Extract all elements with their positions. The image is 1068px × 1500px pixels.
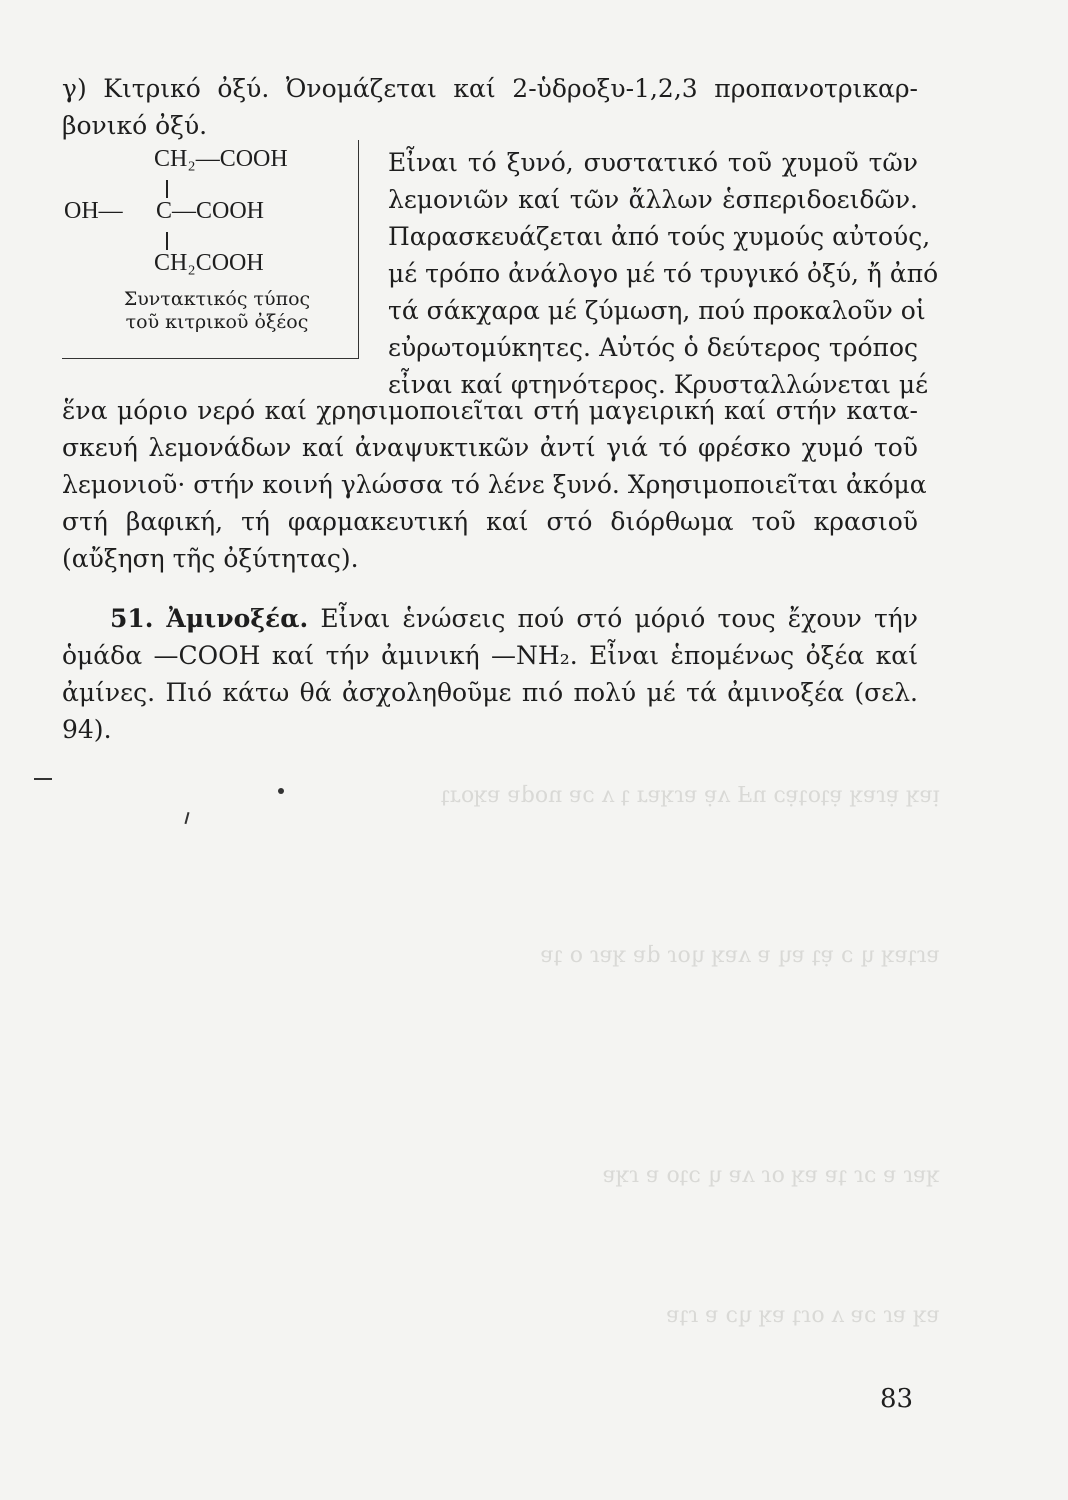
- body-line: σκευή λεμονάδων καί ἀναψυκτικῶν ἀντί γιά τό φρέσκο χυμό τοῦ: [62, 433, 918, 462]
- body-line: ἕνα μόριο νερό καί χρησιμοποιεῖται στή μαγειρική καί στήν κατα-: [62, 396, 918, 425]
- side-line: λεμονιῶν καί τῶν ἄλλων ἑσπεριδοειδῶν.: [388, 185, 918, 214]
- side-line: Παρασκευάζεται ἀπό τούς χυμούς αὐτούς,: [388, 222, 931, 251]
- bond-line: [166, 180, 168, 198]
- body-line: στή βαφική, τή φαρμακευτική καί στό διόρθωμα τοῦ κρασιοῦ: [62, 507, 918, 536]
- section-51-line-1: [62, 600, 918, 637]
- side-line: εὐρωτομύκητες. Αὐτός ὁ δεύτερος τρόπος: [388, 333, 918, 362]
- section-51-line-4: 94).: [62, 715, 112, 744]
- formula-row-1: CH₂—COOH: [154, 146, 288, 172]
- section-gamma-line-2: βονικό ὀξύ.: [62, 111, 208, 140]
- section-gamma-line-1: γ) Κιτρικό ὀξύ. Ὀνομάζεται καί 2-ὑδροξυ-1,2,3 προπανοτρικαρ-: [62, 74, 918, 103]
- print-mark: [184, 812, 189, 824]
- structural-formula: [62, 140, 359, 359]
- formula-caption-line-1: Συντακτικός τύπος: [123, 288, 311, 310]
- section-51: [62, 600, 918, 748]
- side-line: εἶναι καί φτηνότερος. Κρυσταλλώνεται μέ: [388, 370, 929, 399]
- section-51-line-2: ὁμάδα —COOH καί τήν ἀμινική —NH₂. Εἶναι ἑπομένως ὀξέα καί: [62, 641, 918, 670]
- page-number: 83: [880, 1384, 914, 1414]
- formula-row-3: CH₂COOH: [154, 250, 264, 276]
- section-51-line-3: ἀμίνες. Πιό κάτω θά ἀσχοληθοῦμε πιό πολύ μέ τά ἀμινοξέα (σελ.: [62, 678, 918, 707]
- section-51-heading: 51. Ἀμινοξέα.: [110, 604, 309, 633]
- side-line: μέ τρόπο ἀνάλογο μέ τό τρυγικό ὀξύ, ἤ ἀπό: [388, 259, 939, 288]
- bleed-through-text: ʞɐɾ ɐ ɔɾ ʇɐ ɐʞ oɾ ʌɐ ɥ ɔʇo ɐ ɾʞɐ: [603, 1163, 940, 1188]
- formula-row-2-right: C—COOH: [156, 198, 265, 224]
- body-line: λεμονιοῦ· στήν κοινή γλώσσα τό λένε ξυνό. Χρησιμοποιεῖται ἀκόμα: [62, 470, 927, 499]
- formula-caption: [102, 288, 332, 334]
- bond-line: [166, 232, 168, 250]
- bleed-through-text: ᴉɐʞ ɐ̣ɾɐʞ ɐ̣ʇoʇɐ̣ɔ nℲ ʌɐ̣ ɐɾʞɐɹ ʇ ʌ ɔɐ nodɐ ɐʞoɹʇ: [441, 783, 940, 808]
- formula-caption-line-2: τοῦ κιτρικοῦ ὀξέος: [125, 311, 309, 333]
- bleed-through-text: ɐʞ ɐɾ ɔɐ ʌ oɾʇ ɐʞ ɥɔ ɐ ɾʇɐ: [666, 1303, 940, 1328]
- body-line: (αὔξηση τῆς ὀξύτητας).: [62, 544, 359, 573]
- section-51-line-1-rest: Εἶναι ἑνώσεις πού στό μόριό τους ἔχουν τήν: [320, 604, 918, 633]
- side-paragraph: [388, 144, 939, 403]
- section-gamma: [62, 70, 918, 144]
- body-paragraph: [62, 392, 927, 577]
- formula-row-2-left: OH—: [64, 198, 123, 224]
- side-line: Εἶναι τό ξυνό, συστατικό τοῦ χυμοῦ τῶν: [388, 148, 918, 177]
- print-mark: [34, 778, 52, 780]
- print-mark: [278, 788, 284, 794]
- bleed-through-text: ɐɾʇɐʞ ɥ ɔ ɐ̣ʇ ɐɥ ɐ ʌɐʞ ɥoɾ dɐ ʞɐɾ o ʇɐ: [540, 943, 940, 968]
- side-line: τά σάκχαρα μέ ζύμωση, πού προκαλοῦν οἱ: [388, 296, 926, 325]
